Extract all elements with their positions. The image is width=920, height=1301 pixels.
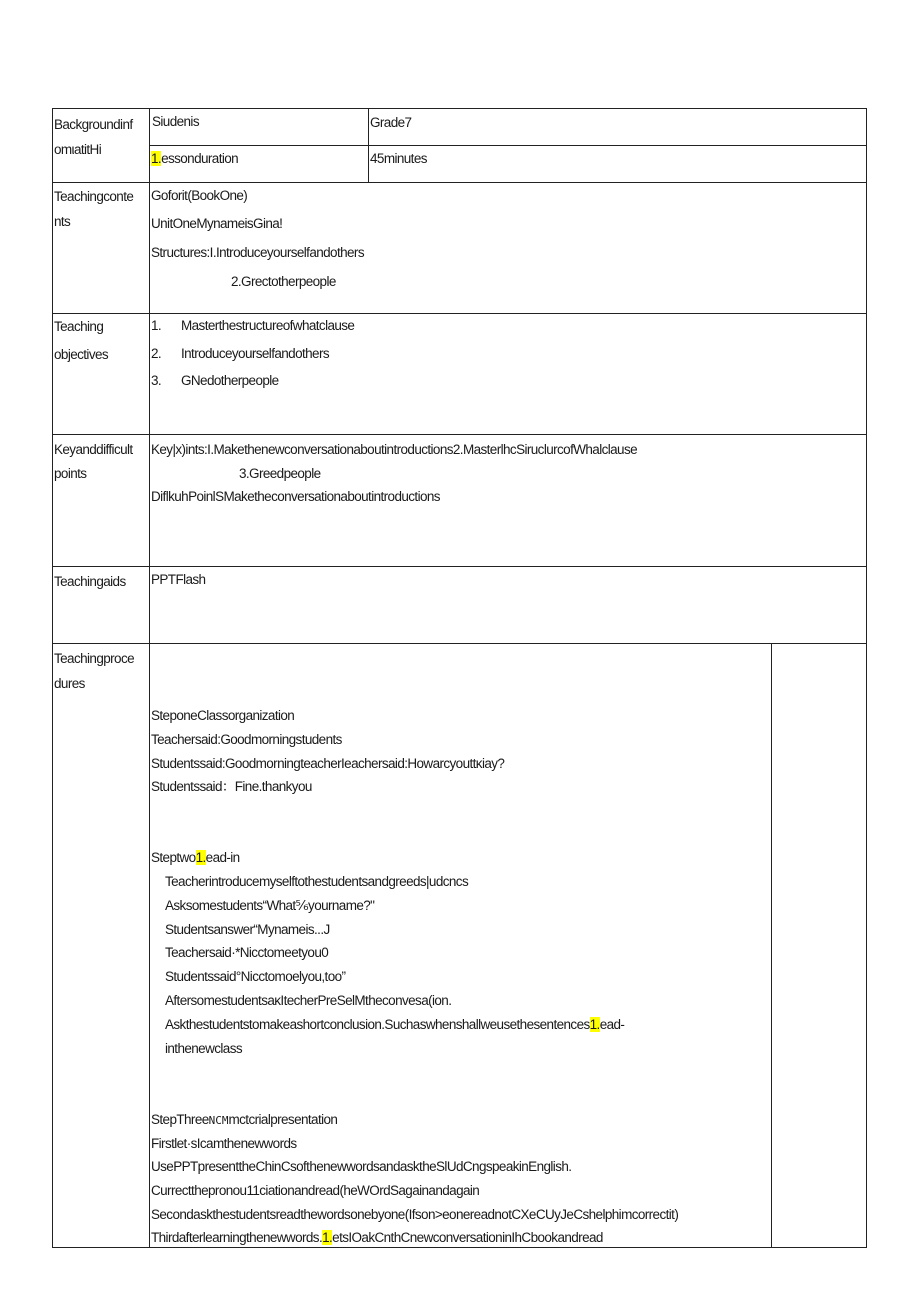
step2-line-3: Studentsanswer“Mynameis...J bbox=[165, 922, 330, 937]
row-line-aids bbox=[52, 566, 867, 567]
step3-line-1: Firstlet·sIcamthenewwords bbox=[151, 1136, 297, 1151]
step2-line-7 bbox=[165, 1017, 624, 1033]
duration-cell: 45minutes bbox=[370, 151, 427, 166]
background-label-line2: omιatitHi bbox=[54, 142, 102, 157]
row-line-bg-mid bbox=[150, 145, 867, 146]
step3-title-c: mctcrialpresentation bbox=[228, 1112, 338, 1127]
step2-line-7-suffix: ead- bbox=[599, 1017, 625, 1032]
row-line-procedures bbox=[52, 643, 867, 644]
col-line-right bbox=[866, 108, 867, 1248]
step3-line-4: Secondaskthestudentsreadthewordsonebyone(Ifson>eonereadnotCXeCUyJeCshelphimcorrectit) bbox=[151, 1207, 679, 1222]
col-line-left bbox=[52, 108, 53, 1248]
lesson-duration-text: essonduration bbox=[161, 151, 239, 166]
background-label-line1: Backgroundinf bbox=[54, 117, 133, 132]
contents-structure-2: 2.Grectotherpeople bbox=[231, 274, 336, 289]
step3-title-b: NCM bbox=[208, 1114, 229, 1127]
keypoints-label-line1: Keyanddifficult bbox=[54, 442, 133, 457]
col-line-bg-mid bbox=[368, 108, 369, 183]
keypoints-line-2: 3.Greedpeople bbox=[239, 466, 321, 481]
step3-line-5-suffix: etsIOakCnthCnewconversationinIhCbookandread bbox=[332, 1230, 603, 1245]
objective-text-1: Masterthestructureofwhatclause bbox=[181, 318, 355, 333]
aids-label: Teachingaids bbox=[54, 574, 126, 589]
step2-line-2: Asksomestudents“What⅚yourname?" bbox=[165, 898, 375, 913]
objective-num-3: 3. bbox=[151, 373, 162, 388]
contents-book: Goforit(BookOne) bbox=[151, 188, 248, 203]
step1-line-2: Studentssaid:GoodmorningteacherIeachersaid:Howarcyouttκiay? bbox=[151, 756, 505, 771]
row-line-objectives bbox=[52, 313, 867, 314]
step3-line-5 bbox=[151, 1230, 603, 1246]
keypoints-line-1: Key|x)ints:I.Makethenewconversationaboutintroductions2.MasterlhcSiruclurcofWhalclause bbox=[151, 442, 638, 457]
highlight-mark: 1. bbox=[589, 1017, 600, 1032]
contents-label-line1: Teachingconte bbox=[54, 189, 134, 204]
contents-label-line2: nts bbox=[54, 214, 71, 229]
lesson-duration-label bbox=[151, 151, 238, 167]
procedures-label-line1: Teachingproce bbox=[54, 651, 135, 666]
step1-line-1: Teachersaid:Goodmorningstudents bbox=[151, 732, 342, 747]
row-line-contents bbox=[52, 182, 867, 183]
highlight-mark: 1. bbox=[151, 151, 162, 166]
step3-line-2: UsePPTpresenttheChinCsofthenewwordsandasktheSlUdCngspeakinEnglish. bbox=[151, 1159, 572, 1174]
objective-text-2: Introduceyourselfandothers bbox=[181, 346, 330, 361]
row-line-keypoints bbox=[52, 434, 867, 435]
step3-title bbox=[151, 1112, 337, 1129]
step1-line-3: Studentssaid：Fine.thankyou bbox=[151, 779, 312, 794]
step3-line-3: Currectthepronou11ciationandread(heWOrdSagainandagain bbox=[151, 1183, 480, 1198]
row-line-top bbox=[52, 108, 867, 109]
step2-line-4: Teachersaid·*Nicctomeetyou0 bbox=[165, 945, 329, 960]
step2-title-suffix: ead-in bbox=[205, 850, 240, 865]
objectives-label-line2: objectives bbox=[54, 347, 109, 362]
contents-unit: UnitOneMynameisGina! bbox=[151, 216, 283, 231]
step2-line-1: Teacherintroducemyselftothestudentsandgreeds|udcncs bbox=[165, 874, 469, 889]
objective-num-2: 2. bbox=[151, 346, 162, 361]
step2-title-prefix: Steptwo bbox=[151, 850, 196, 865]
step2-title bbox=[151, 850, 240, 866]
objective-text-3: GNedotherpeople bbox=[181, 373, 279, 388]
step3-title-a: StepThree bbox=[151, 1112, 209, 1127]
highlight-mark: 1. bbox=[195, 850, 206, 865]
grade-cell: Grade7 bbox=[370, 115, 412, 130]
step2-line-8: inthenewclass bbox=[165, 1041, 242, 1056]
step1-title: SteponeClassorganization bbox=[151, 708, 295, 723]
objectives-label-line1: Teaching bbox=[54, 319, 104, 334]
step2-line-6: AftersomestudentsaκItecherPreSelMtheconvesa(ion. bbox=[165, 993, 452, 1008]
objective-num-1: 1. bbox=[151, 318, 162, 333]
step3-line-5-prefix: Thirdafterlearningthenewwords. bbox=[151, 1230, 323, 1245]
col-line-label bbox=[149, 108, 150, 1248]
row-line-bottom bbox=[52, 1247, 867, 1248]
keypoints-line-3: DiflkuhPoinlSMaketheconversationaboutintroductions bbox=[151, 489, 440, 504]
highlight-mark: 1. bbox=[322, 1230, 333, 1245]
procedures-label-line2: dures bbox=[54, 676, 85, 691]
col-line-proc-inner bbox=[771, 643, 772, 1248]
contents-structure-1: Structures:I.Introduceyourselfandothers bbox=[151, 245, 364, 260]
students-cell: Siudenis bbox=[152, 114, 199, 129]
aids-value: PPTFlash bbox=[151, 572, 206, 587]
keypoints-label-line2: points bbox=[54, 466, 87, 481]
step2-line-7-prefix: Askthestudentstomakeashortconclusion.Suchaswhenshallweusethesentences bbox=[165, 1017, 590, 1032]
step2-line-5: Studentssaid°Nicctomoelyou,too” bbox=[165, 969, 346, 984]
